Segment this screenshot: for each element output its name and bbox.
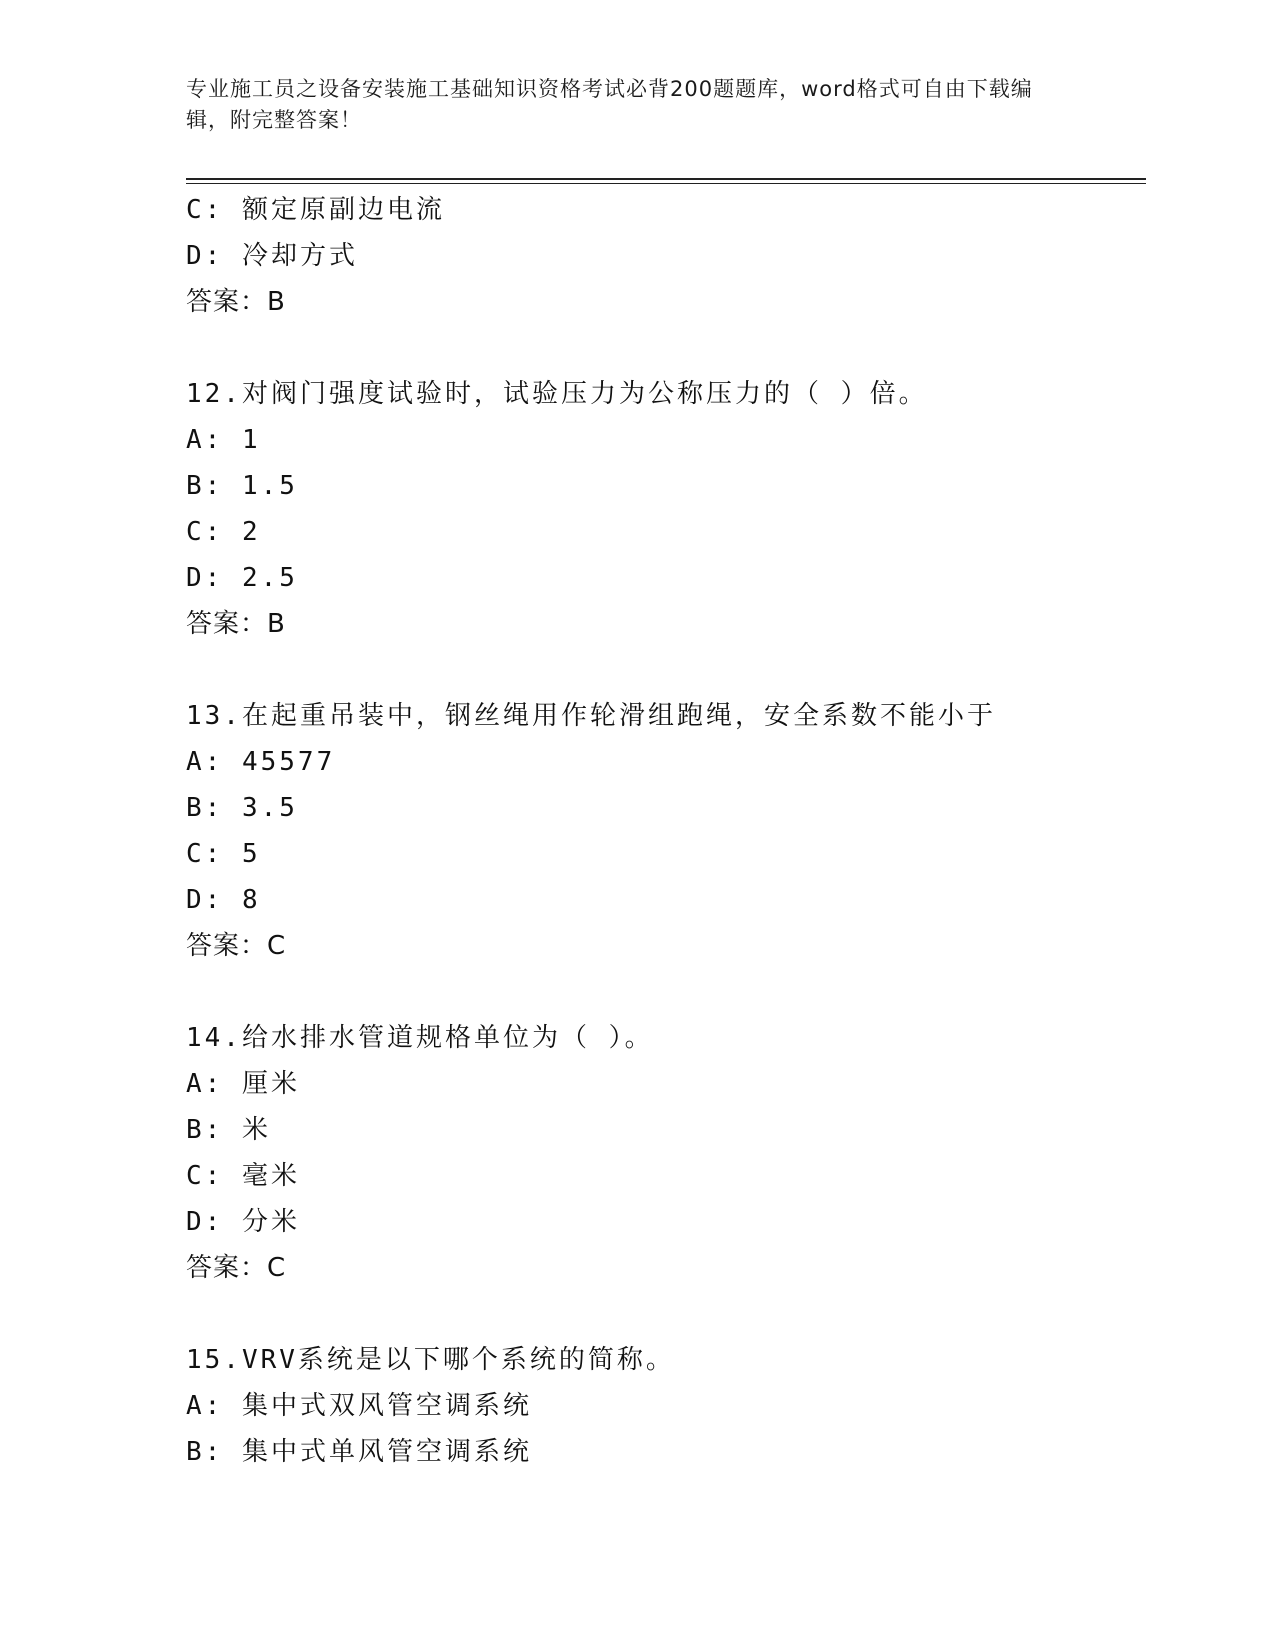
question-stem: 15.VRV系统是以下哪个系统的简称。 xyxy=(186,1345,675,1375)
option-label: D xyxy=(186,241,205,271)
option-a: A: 45577 xyxy=(186,747,336,777)
option-c: C: 2 xyxy=(186,517,261,547)
option-text: 米 xyxy=(241,1115,271,1145)
question-stem: 12.对阀门强度试验时，试验压力为公称压力的（ ）倍。 xyxy=(186,379,928,409)
question-13 xyxy=(186,693,1146,969)
option-c: C: 毫米 xyxy=(186,1161,300,1191)
option-a: A: 1 xyxy=(186,425,261,455)
question-list xyxy=(186,187,1146,1475)
question-15 xyxy=(186,1337,1146,1475)
spacer xyxy=(186,1291,1146,1337)
option-label: D xyxy=(186,563,205,593)
header-title: 专业施工员之设备安装施工基础知识资格考试必背200题题库，word格式可自由下载编辑，附完整答案！ xyxy=(186,77,1033,132)
answer-line: 答案：B xyxy=(186,287,286,317)
option-text: 分米 xyxy=(241,1207,300,1237)
option-label: B xyxy=(186,793,205,823)
option-text: 集中式双风管空调系统 xyxy=(241,1391,532,1421)
option-label: A xyxy=(186,1069,205,1099)
option-b: B: 1.5 xyxy=(186,471,298,501)
option-d: D: 冷却方式 xyxy=(186,241,358,271)
spacer xyxy=(186,325,1146,371)
option-label: C xyxy=(186,195,205,225)
option-a: A: 集中式双风管空调系统 xyxy=(186,1391,532,1421)
option-label: B xyxy=(186,1437,205,1467)
option-a: A: 厘米 xyxy=(186,1069,300,1099)
option-text: 3.5 xyxy=(241,793,298,823)
question-stem: 13.在起重吊装中，钢丝绳用作轮滑组跑绳，安全系数不能小于 xyxy=(186,701,996,731)
option-b: B: 3.5 xyxy=(186,793,298,823)
option-c: C: 额定原副边电流 xyxy=(186,195,445,225)
spacer xyxy=(186,969,1146,1015)
option-b: B: 集中式单风管空调系统 xyxy=(186,1437,532,1467)
option-label: D xyxy=(186,1207,205,1237)
option-d: D: 2.5 xyxy=(186,563,298,593)
option-label: C xyxy=(186,517,205,547)
option-label: C xyxy=(186,1161,205,1191)
question-12 xyxy=(186,371,1146,647)
option-label: C xyxy=(186,839,205,869)
option-text: 集中式单风管空调系统 xyxy=(241,1437,532,1467)
option-label: B xyxy=(186,471,205,501)
spacer xyxy=(186,647,1146,693)
option-label: B xyxy=(186,1115,205,1145)
option-text: 额定原副边电流 xyxy=(241,195,445,225)
answer-line: 答案：C xyxy=(186,931,287,961)
option-label: A xyxy=(186,1391,205,1421)
header-divider-thin xyxy=(186,183,1146,184)
option-text: 冷却方式 xyxy=(241,241,358,271)
answer-line: 答案：C xyxy=(186,1253,287,1283)
question-stem: 14.给水排水管道规格单位为（ ）。 xyxy=(186,1023,654,1053)
option-text: 2.5 xyxy=(241,563,298,593)
option-label: D xyxy=(186,885,205,915)
option-text: 厘米 xyxy=(241,1069,300,1099)
option-text: 2 xyxy=(241,517,261,547)
option-text: 45577 xyxy=(241,747,336,777)
option-text: 5 xyxy=(241,839,261,869)
question-14 xyxy=(186,1015,1146,1291)
option-d: D: 8 xyxy=(186,885,261,915)
continued-question xyxy=(186,187,1146,325)
option-c: C: 5 xyxy=(186,839,261,869)
answer-line: 答案：B xyxy=(186,609,286,639)
option-label: A xyxy=(186,425,205,455)
header-divider-thick xyxy=(186,178,1146,180)
option-b: B: 米 xyxy=(186,1115,271,1145)
option-label: A xyxy=(186,747,205,777)
option-d: D: 分米 xyxy=(186,1207,300,1237)
option-text: 1.5 xyxy=(241,471,298,501)
option-text: 1 xyxy=(241,425,261,455)
option-text: 毫米 xyxy=(241,1161,300,1191)
document-header xyxy=(186,74,1066,136)
option-text: 8 xyxy=(241,885,261,915)
